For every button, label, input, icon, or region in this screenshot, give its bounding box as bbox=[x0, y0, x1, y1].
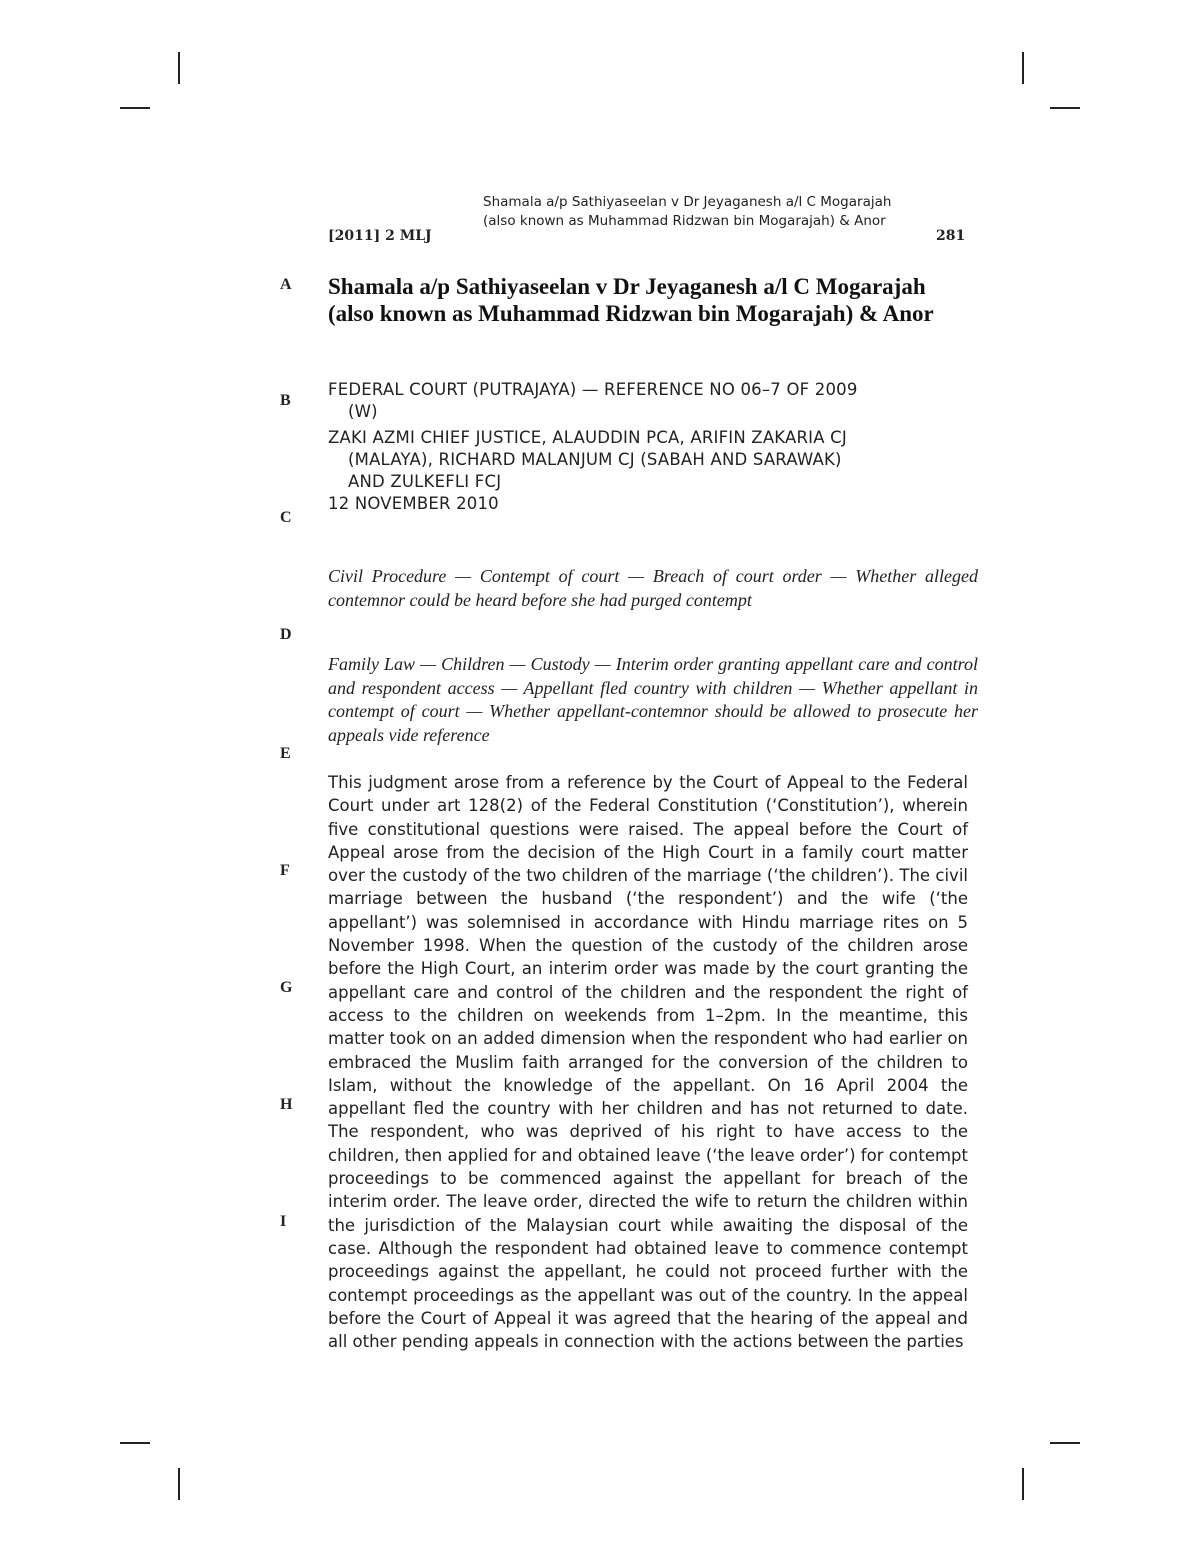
catchwords-family-law: Family Law — Children — Custody — Interim order granting appellant care and control and respondent access — Appellant fled country with children — Whether appellant in contempt of court — Whether appellant-contemnor should be allowed to prosecute her appeals vide reference bbox=[328, 654, 978, 745]
page-number: 281 bbox=[936, 228, 966, 244]
coram-line: ZAKI AZMI CHIEF JUSTICE, ALAUDDIN PCA, ARIFIN ZAKARIA CJ bbox=[328, 428, 847, 447]
coram-line: (MALAYA), RICHARD MALANJUM CJ (SABAH AND SARAWAK) bbox=[348, 450, 842, 469]
running-head bbox=[483, 193, 903, 231]
decision-date: 12 NOVEMBER 2010 bbox=[328, 494, 499, 513]
court-reference-line: (W) bbox=[348, 402, 378, 421]
crop-mark bbox=[1050, 1442, 1080, 1444]
case-title-line: (also known as Muhammad Ridzwan bin Mogarajah) & Anor bbox=[328, 301, 934, 326]
margin-letter: E bbox=[280, 745, 291, 762]
crop-mark bbox=[178, 52, 180, 84]
margin-letter: H bbox=[280, 1096, 293, 1113]
coram-line: AND ZULKEFLI FCJ bbox=[348, 472, 502, 491]
crop-mark bbox=[1022, 1468, 1024, 1500]
court-reference bbox=[328, 379, 978, 423]
crop-mark bbox=[120, 1442, 150, 1444]
margin-letter: A bbox=[280, 276, 292, 293]
report-citation: [2011] 2 MLJ bbox=[328, 228, 432, 244]
case-title bbox=[328, 273, 978, 327]
case-title-line: Shamala a/p Sathiyaseelan v Dr Jeyaganesh a/l C Mogarajah bbox=[328, 274, 926, 299]
crop-mark bbox=[1022, 52, 1024, 84]
margin-letter: F bbox=[280, 862, 290, 879]
catchwords-civil-procedure: Civil Procedure — Contempt of court — Breach of court order — Whether alleged contemnor could be heard before she had purged contempt bbox=[328, 566, 978, 610]
crop-mark bbox=[120, 107, 150, 109]
margin-letter: C bbox=[280, 509, 292, 526]
margin-letter: G bbox=[280, 979, 293, 996]
crop-mark bbox=[1050, 107, 1080, 109]
margin-letter: I bbox=[280, 1213, 287, 1230]
crop-mark bbox=[178, 1468, 180, 1500]
running-head-line: Shamala a/p Sathiyaseelan v Dr Jeyaganesh a/l C Mogarajah bbox=[483, 194, 892, 210]
coram bbox=[328, 427, 978, 493]
margin-letter: D bbox=[280, 626, 292, 643]
court-reference-line: FEDERAL COURT (PUTRAJAYA) — REFERENCE NO 06–7 OF 2009 bbox=[328, 380, 858, 399]
headnote-body: This judgment arose from a reference by the Court of Appeal to the Federal Court under art 128(2) of the Federal Constitution (‘Constitution’), wherein five constitutional questions were raised. The appeal before the Court of Appeal arose from the decision of the High Court in a family court matter over the custody of the two children of the marriage (‘the children’). The civil marriage between the husband (‘the respondent’) and the wife (‘the appellant’) was solemnised in accordance with Hindu marriage rites on 5 November 1998. When the question of the custody of the children arose before the High Court, an interim order was made by the court granting the appellant care and control of the children and the respondent the right of access to the children on weekends from 1–2pm. In the meantime, this matter took on an added dimension when the respondent who had earlier on embraced the Muslim faith arranged for the conversion of the children to Islam, without the knowledge of the appellant. On 16 April 2004 the appellant fled the country with her children and has not returned to date. The respondent, who was deprived of his right to have access to the children, then applied for and obtained leave (‘the leave order’) for contempt proceedings to be commenced against the appellant for breach of the interim order. The leave order, directed the wife to return the children within the jurisdiction of the Malaysian court while awaiting the disposal of the case. Although the respondent had obtained leave to commence contempt proceedings against the appellant, he could not proceed further with the contempt proceedings as the appellant was out of the country. In the appeal before the Court of Appeal it was agreed that the hearing of the appeal and all other pending appeals in connection with the actions between the parties bbox=[328, 773, 968, 1352]
margin-letter: B bbox=[280, 392, 291, 409]
running-head-line: (also known as Muhammad Ridzwan bin Mogarajah) & Anor bbox=[483, 213, 886, 229]
